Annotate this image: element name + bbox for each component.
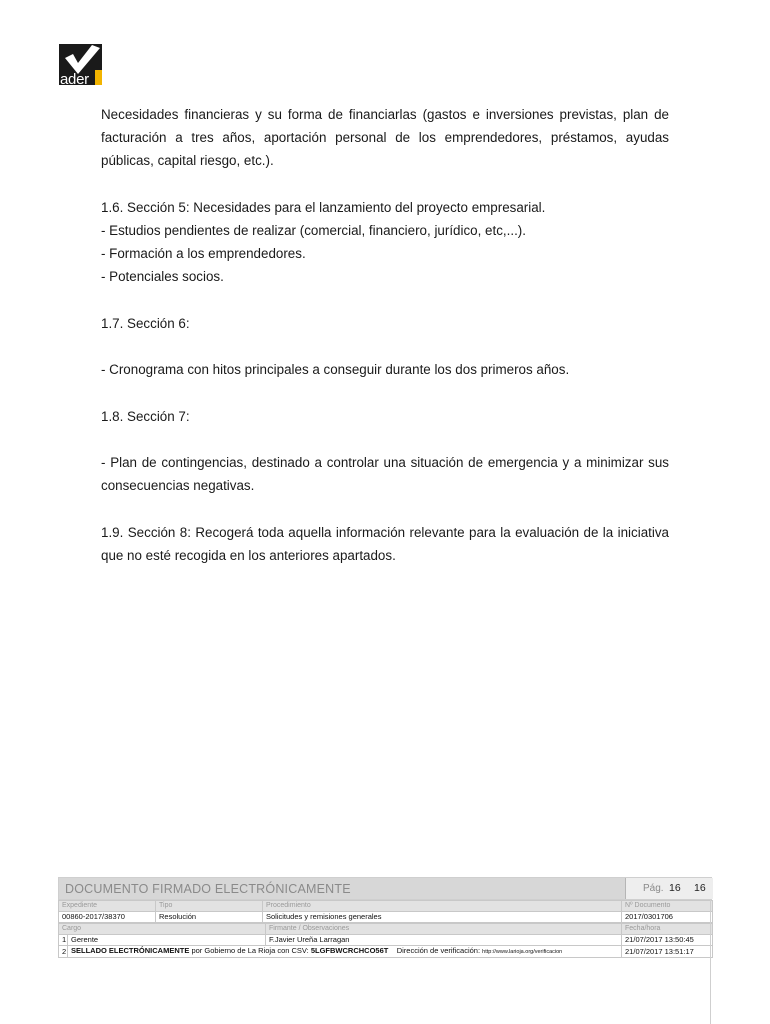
page-indicator [625,878,713,899]
signer-index: 2 [59,946,68,958]
signer-name: F.Javier Ureña Larragan [266,935,622,946]
signer-index: 1 [59,935,68,946]
stamp-title: DOCUMENTO FIRMADO ELECTRÓNICAMENTE [65,882,351,896]
verification-link[interactable]: http://www.larioja.org/verificacion [482,949,563,955]
header-procedimiento: Procedimiento [263,901,622,912]
header-tipo: Tipo [156,901,263,912]
section-6-heading: 1.7. Sección 6: [101,315,190,331]
stamp-header-row [59,901,713,912]
header-expediente: Expediente [59,901,156,912]
signer-cargo: Gerente [68,935,266,946]
document-body [101,103,669,567]
seal-csv: 5LGFBWCRCHCO56T [310,946,389,955]
signers-header-row [59,924,713,935]
logo-text: ader [60,71,89,88]
ader-logo [59,44,102,88]
verification-label: Dirección de verificación: [396,946,481,955]
stamp-table [58,900,713,923]
section-7-heading: 1.8. Sección 7: [101,408,190,424]
signer-date: 21/07/2017 13:50:45 [622,935,713,946]
list-item: - Cronograma con hitos principales a conseguir durante los dos primeros años. [101,362,570,378]
section-8-paragraph: 1.9. Sección 8: Recogerá toda aquella información relevante para la evaluación de la iniciativa que no esté recogida en los anteriores apartados. [101,524,669,563]
margin-rule [710,900,711,1024]
signers-table [58,923,713,958]
seal-line [68,946,622,958]
list-item: - Potenciales socios. [101,269,224,285]
value-n-documento: 2017/0301706 [622,912,713,923]
list-item: - Formación a los emprendedores. [101,246,306,262]
signature-stamp [58,877,712,958]
header-cargo: Cargo [59,924,266,935]
page-total: 16 [694,882,706,894]
section-5-heading: 1.6. Sección 5: Necesidades para el lanzamiento del proyecto empresarial. [101,199,546,215]
page-number: 16 [669,882,681,894]
header-n-documento: Nº Documento [622,901,713,912]
value-procedimiento: Solicitudes y remisiones generales [263,912,622,923]
paragraph-needs: Necesidades financieras y su forma de financiarlas (gastos e inversiones previstas, plan de facturación a tres años, aportación personal de los emprendedores, préstamos, ayudas públicas, capital riesgo, etc.). [101,107,669,169]
signer-date: 21/07/2017 13:51:17 [622,946,713,958]
seal-issuer: por Gobierno de La Rioja con CSV: [191,946,309,955]
signer-row [59,946,713,958]
header-firmante: Firmante / Observaciones [266,924,622,935]
stamp-values-row [59,912,713,923]
signer-row [59,935,713,946]
list-item: - Plan de contingencias, destinado a controlar una situación de emergencia y a minimizar sus consecuencias negativas. [101,454,669,494]
header-fecha: Fecha/hora [622,924,713,935]
value-tipo: Resolución [156,912,263,923]
seal-label: SELLADO ELECTRÓNICAMENTE [71,946,190,955]
stamp-header [58,877,712,900]
page-label: Pág. [643,883,664,894]
value-expediente: 00860-2017/38370 [59,912,156,923]
list-item: - Estudios pendientes de realizar (comercial, financiero, jurídico, etc,...). [101,223,526,238]
